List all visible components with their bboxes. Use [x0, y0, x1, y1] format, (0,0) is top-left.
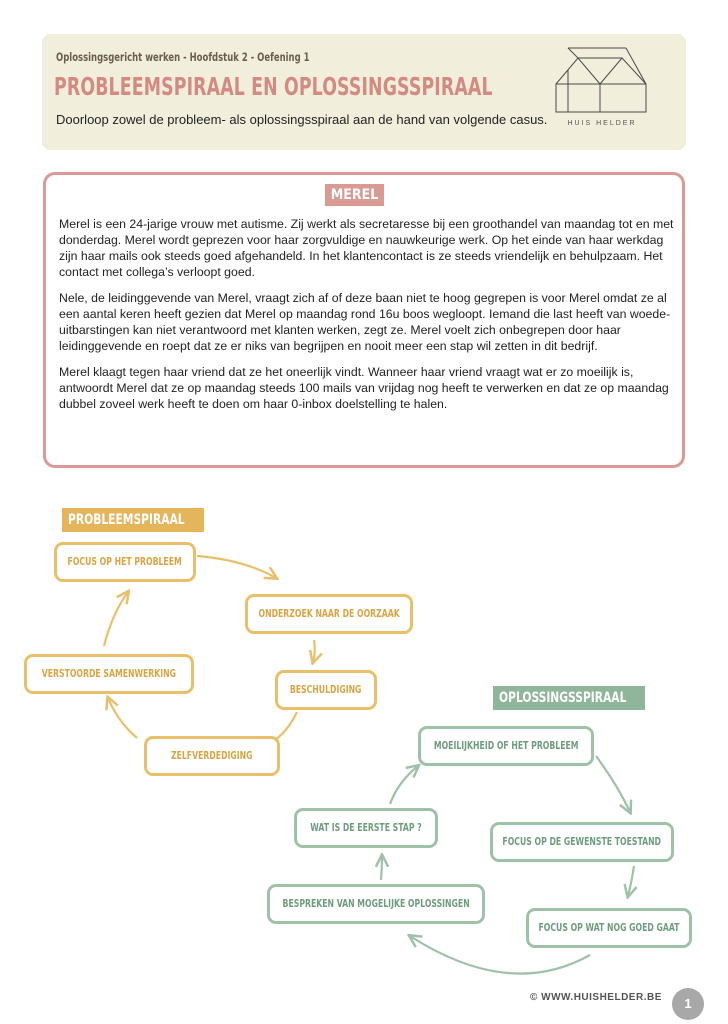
arrow-onderzoek-to-beschuldiging	[313, 640, 315, 662]
intro-text: Doorloop zowel de probleem- als oplossingsspiraal aan de hand van volgende casus.	[56, 112, 548, 127]
document-title: PROBLEEMSPIRAAL EN OPLOSSINGSSPIRAAL	[54, 72, 493, 101]
arrow-moeilijkheid-to-gewenste	[596, 756, 630, 812]
case-paragraph: Merel is een 24-jarige vrouw met autisme. Zij werkt als secretaresse bij een groothandel van maandag tot en met donderdag. Merel wordt geprezen voor haar zorgvuldige en nauwkeurige werk. Op het einde van haar werkdag zijn haar mails ook steeds goed afgehandeld. In het klantencontact is ze steeds vriendelijk en behulpzaam. Het contact met collega’s verloopt goed.	[59, 217, 674, 279]
step-moeilijkheid-of-het-probleem: MOEILIJKHEID OF HET PROBLEEM	[418, 726, 594, 766]
case-paragraph: Merel klaagt tegen haar vriend dat ze het oneerlijk vindt. Wanneer haar vriend vraagt wat er zo moeilijk is, antwoordt Merel dat ze op maandag steeds 100 mails van vrijdag nog heeft te verwerken en dat ze op maandag dubbel zoveel werk heeft te doen om haar 0-inbox doelstelling te halen.	[59, 365, 669, 411]
arrow-eerste-stap-to-moeilijkheid	[390, 766, 418, 804]
solution-spiral-label: OPLOSSINGSSPIRAAL	[493, 686, 645, 710]
step-verstoorde-samenwerking: VERSTOORDE SAMENWERKING	[24, 654, 194, 694]
arrow-zelfverdediging-to-verstoorde	[108, 698, 137, 738]
step-focus-op-de-gewenste-toestand: FOCUS OP DE GEWENSTE TOESTAND	[490, 822, 674, 862]
step-zelfverdediging: ZELFVERDEDIGING	[144, 736, 280, 776]
step-beschuldiging: BESCHULDIGING	[275, 670, 377, 710]
footer-copyright: © WWW.HUISHELDER.BE	[530, 992, 662, 1003]
arrow-gewenste-to-wat-goed	[628, 866, 634, 896]
arrow-bespreken-to-eerste-stap	[381, 856, 382, 880]
step-focus-op-het-probleem: FOCUS OP HET PROBLEEM	[54, 542, 196, 582]
step-bespreken-van-mogelijke-oplossingen: BESPREKEN VAN MOGELIJKE OPLOSSINGEN	[267, 884, 485, 924]
arrow-verstoorde-to-focus	[104, 592, 128, 646]
arrow-focus-to-onderzoek	[197, 556, 276, 578]
case-label: MEREL	[325, 184, 384, 206]
document-subtitle: Oplossingsgericht werken - Hoofdstuk 2 - Oefening 1	[56, 50, 310, 64]
step-focus-op-wat-nog-goed-gaat: FOCUS OP WAT NOG GOED GAAT	[526, 908, 692, 948]
step-wat-is-de-eerste-stap: WAT IS DE EERSTE STAP ?	[294, 808, 438, 848]
logo-wordmark: HUIS HELDER	[567, 120, 637, 127]
case-paragraph: Nele, de leidinggevende van Merel, vraagt zich af of deze baan niet te hoog gegrepen is voor Merel omdat ze al een aantal keren heeft gezien dat Merel op maandag rond 16u boos wegloopt. Iemand die last heeft van woede-uitbarstingen kan niet verantwoord met klanten werken, zegt ze. Merel voelt zich onbegrepen door haar leidinggevende en roept dat ze er niks van begrijpen en nooit meer een stap wil zetten in dit bedrijf.	[59, 291, 671, 353]
problem-spiral-label: PROBLEEMSPIRAAL	[62, 508, 204, 532]
step-onderzoek-naar-de-oorzaak: ONDERZOEK NAAR DE OORZAAK	[245, 594, 413, 634]
page-number: 1	[672, 988, 704, 1020]
